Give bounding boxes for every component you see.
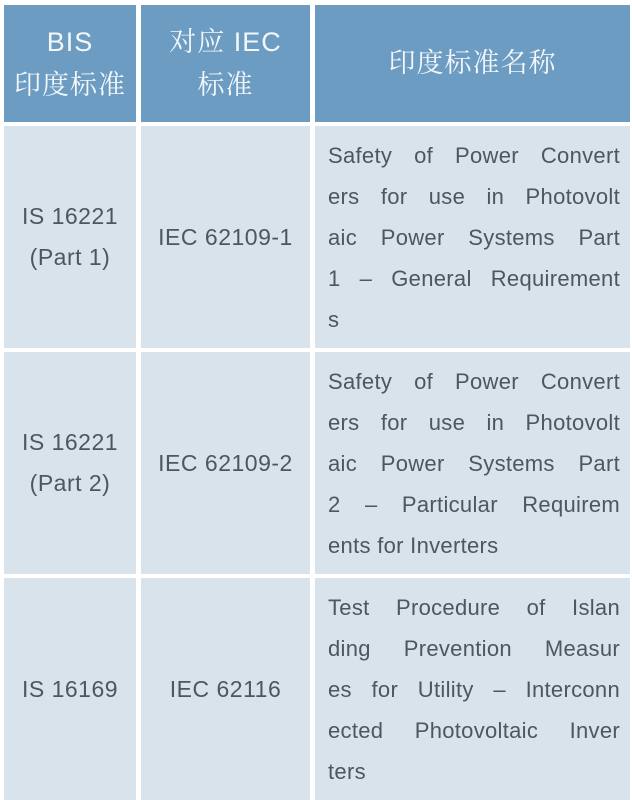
header-cell-standard-name <box>315 5 630 122</box>
text-line: Safety of Power Convert <box>328 142 620 168</box>
text-line: ers for use in Photovolt <box>328 409 620 435</box>
bis-standard-cell <box>4 578 136 800</box>
standard-name-cell <box>315 352 630 574</box>
text-line: 对应 IEC <box>169 26 282 57</box>
text-line: Safety of Power Convert <box>328 368 620 394</box>
text-line: ents for Inverters <box>328 532 499 558</box>
bis-standard-cell <box>4 126 136 348</box>
text-line: ters <box>328 758 366 784</box>
text-line: 2 – Particular Requirem <box>328 491 620 517</box>
iec-standard-cell <box>141 352 310 574</box>
text-line: Test Procedure of Islan <box>328 594 620 620</box>
text-line: aic Power Systems Part <box>328 224 620 250</box>
text-line: IEC 62109-1 <box>158 223 293 250</box>
text-line: ding Prevention Measur <box>328 635 620 661</box>
text-line: (Part 2) <box>29 470 111 496</box>
text-line: IS 16221 <box>21 203 119 229</box>
text-line: 印度标准名称 <box>388 48 557 78</box>
header-cell-bis-standard <box>4 5 136 122</box>
bis-standard-cell <box>4 352 136 574</box>
text-line: BIS <box>46 26 94 57</box>
text-line: 印度标准 <box>14 69 126 100</box>
text-line: IEC 62116 <box>169 675 282 702</box>
iec-standard-cell <box>141 126 310 348</box>
header-cell-iec-standard <box>141 5 310 122</box>
text-line: ers for use in Photovolt <box>328 183 620 209</box>
text-line: es for Utility – Interconn <box>328 676 620 702</box>
text-line: 1 – General Requirement <box>328 265 620 291</box>
standard-name-cell <box>315 126 630 348</box>
text-line: (Part 1) <box>29 244 111 270</box>
text-line: 标准 <box>197 69 254 100</box>
text-line: IEC 62109-2 <box>158 449 293 476</box>
text-line: IS 16169 <box>21 675 119 702</box>
text-line: IS 16221 <box>21 429 119 455</box>
standard-name-cell <box>315 578 630 800</box>
iec-standard-cell <box>141 578 310 800</box>
text-line: ected Photovoltaic Inver <box>328 717 620 743</box>
text-line: s <box>328 306 340 332</box>
text-line: aic Power Systems Part <box>328 450 620 476</box>
